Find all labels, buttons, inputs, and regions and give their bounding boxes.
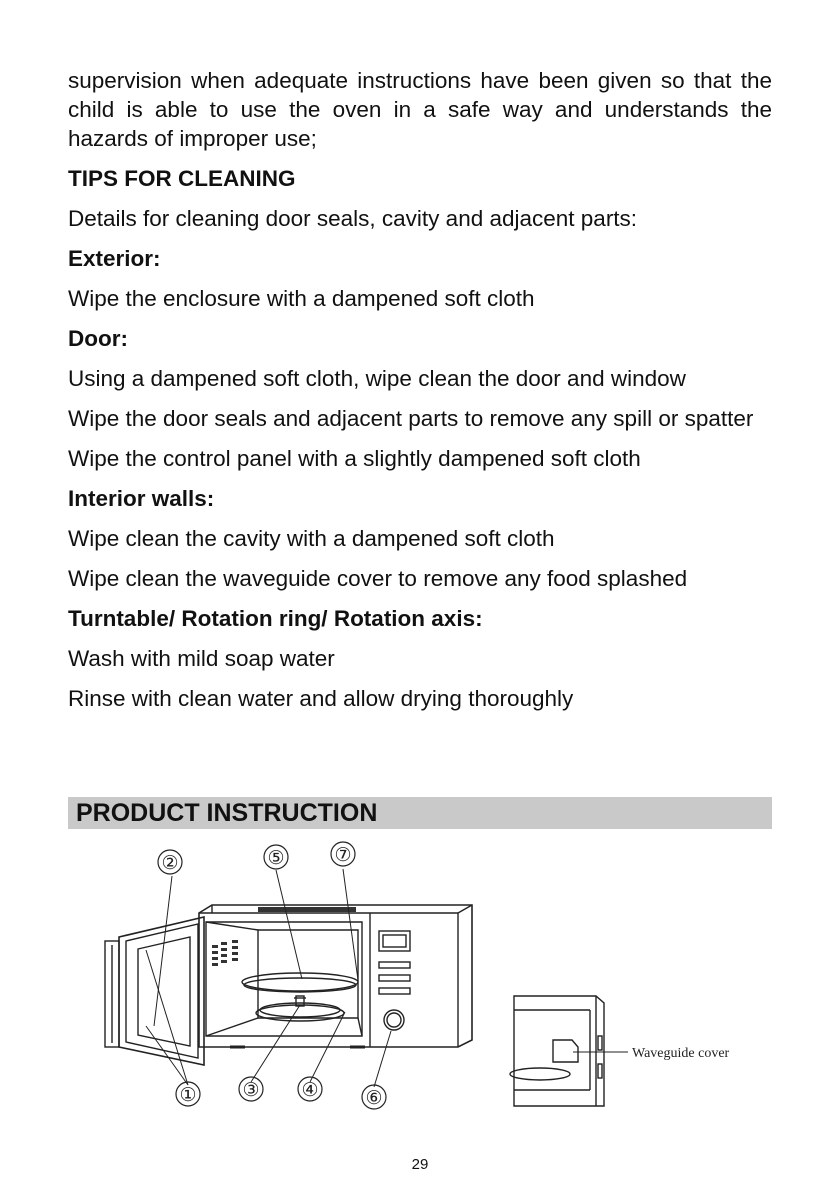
interior-heading: Interior walls: xyxy=(68,486,215,511)
interior-item: Wipe clean the cavity with a dampened soft cloth xyxy=(68,526,555,551)
page-number: 29 xyxy=(411,1156,429,1173)
door-heading: Door: xyxy=(68,326,128,351)
tips-heading: TIPS FOR CLEANING xyxy=(68,166,296,191)
waveguide-cover-label: Waveguide cover xyxy=(632,1046,730,1061)
control-panel xyxy=(379,931,410,1030)
callout-7: ⑦ xyxy=(334,845,352,866)
intro-paragraph: supervision when adequate instructions have been given so that the child is able to use the oven in a safe way and understands the hazards of improper use; xyxy=(68,68,772,151)
callout-1: ① xyxy=(179,1085,197,1106)
exterior-item: Wipe the enclosure with a dampened soft cloth xyxy=(68,286,535,311)
callout-5: ⑤ xyxy=(267,848,285,869)
door-item: Wipe the door seals and adjacent parts to remove any spill or spatter xyxy=(68,406,754,431)
waveguide-detail xyxy=(510,996,628,1106)
door-item: Using a dampened soft cloth, wipe clean the door and window xyxy=(68,366,686,391)
turntable-heading: Turntable/ Rotation ring/ Rotation axis: xyxy=(68,606,483,631)
callout-6: ⑥ xyxy=(365,1088,383,1109)
exterior-heading: Exterior: xyxy=(68,246,161,271)
microwave-body xyxy=(199,905,472,1047)
turntable xyxy=(242,973,358,1021)
microwave-cavity xyxy=(206,922,362,1036)
callout-2: ② xyxy=(161,853,179,874)
door-item: Wipe the control panel with a slightly dampened soft cloth xyxy=(68,446,641,471)
callout-markers xyxy=(158,842,386,1109)
turntable-item: Wash with mild soap water xyxy=(68,646,335,671)
turntable-item: Rinse with clean water and allow drying thoroughly xyxy=(68,686,574,711)
interior-item: Wipe clean the waveguide cover to remove any food splashed xyxy=(68,566,688,591)
section-banner-title: PRODUCT INSTRUCTION xyxy=(76,799,378,827)
callout-3: ③ xyxy=(242,1080,260,1101)
microwave-door xyxy=(105,917,204,1065)
callout-4: ④ xyxy=(301,1080,319,1101)
tips-intro: Details for cleaning door seals, cavity and adjacent parts: xyxy=(68,206,638,231)
